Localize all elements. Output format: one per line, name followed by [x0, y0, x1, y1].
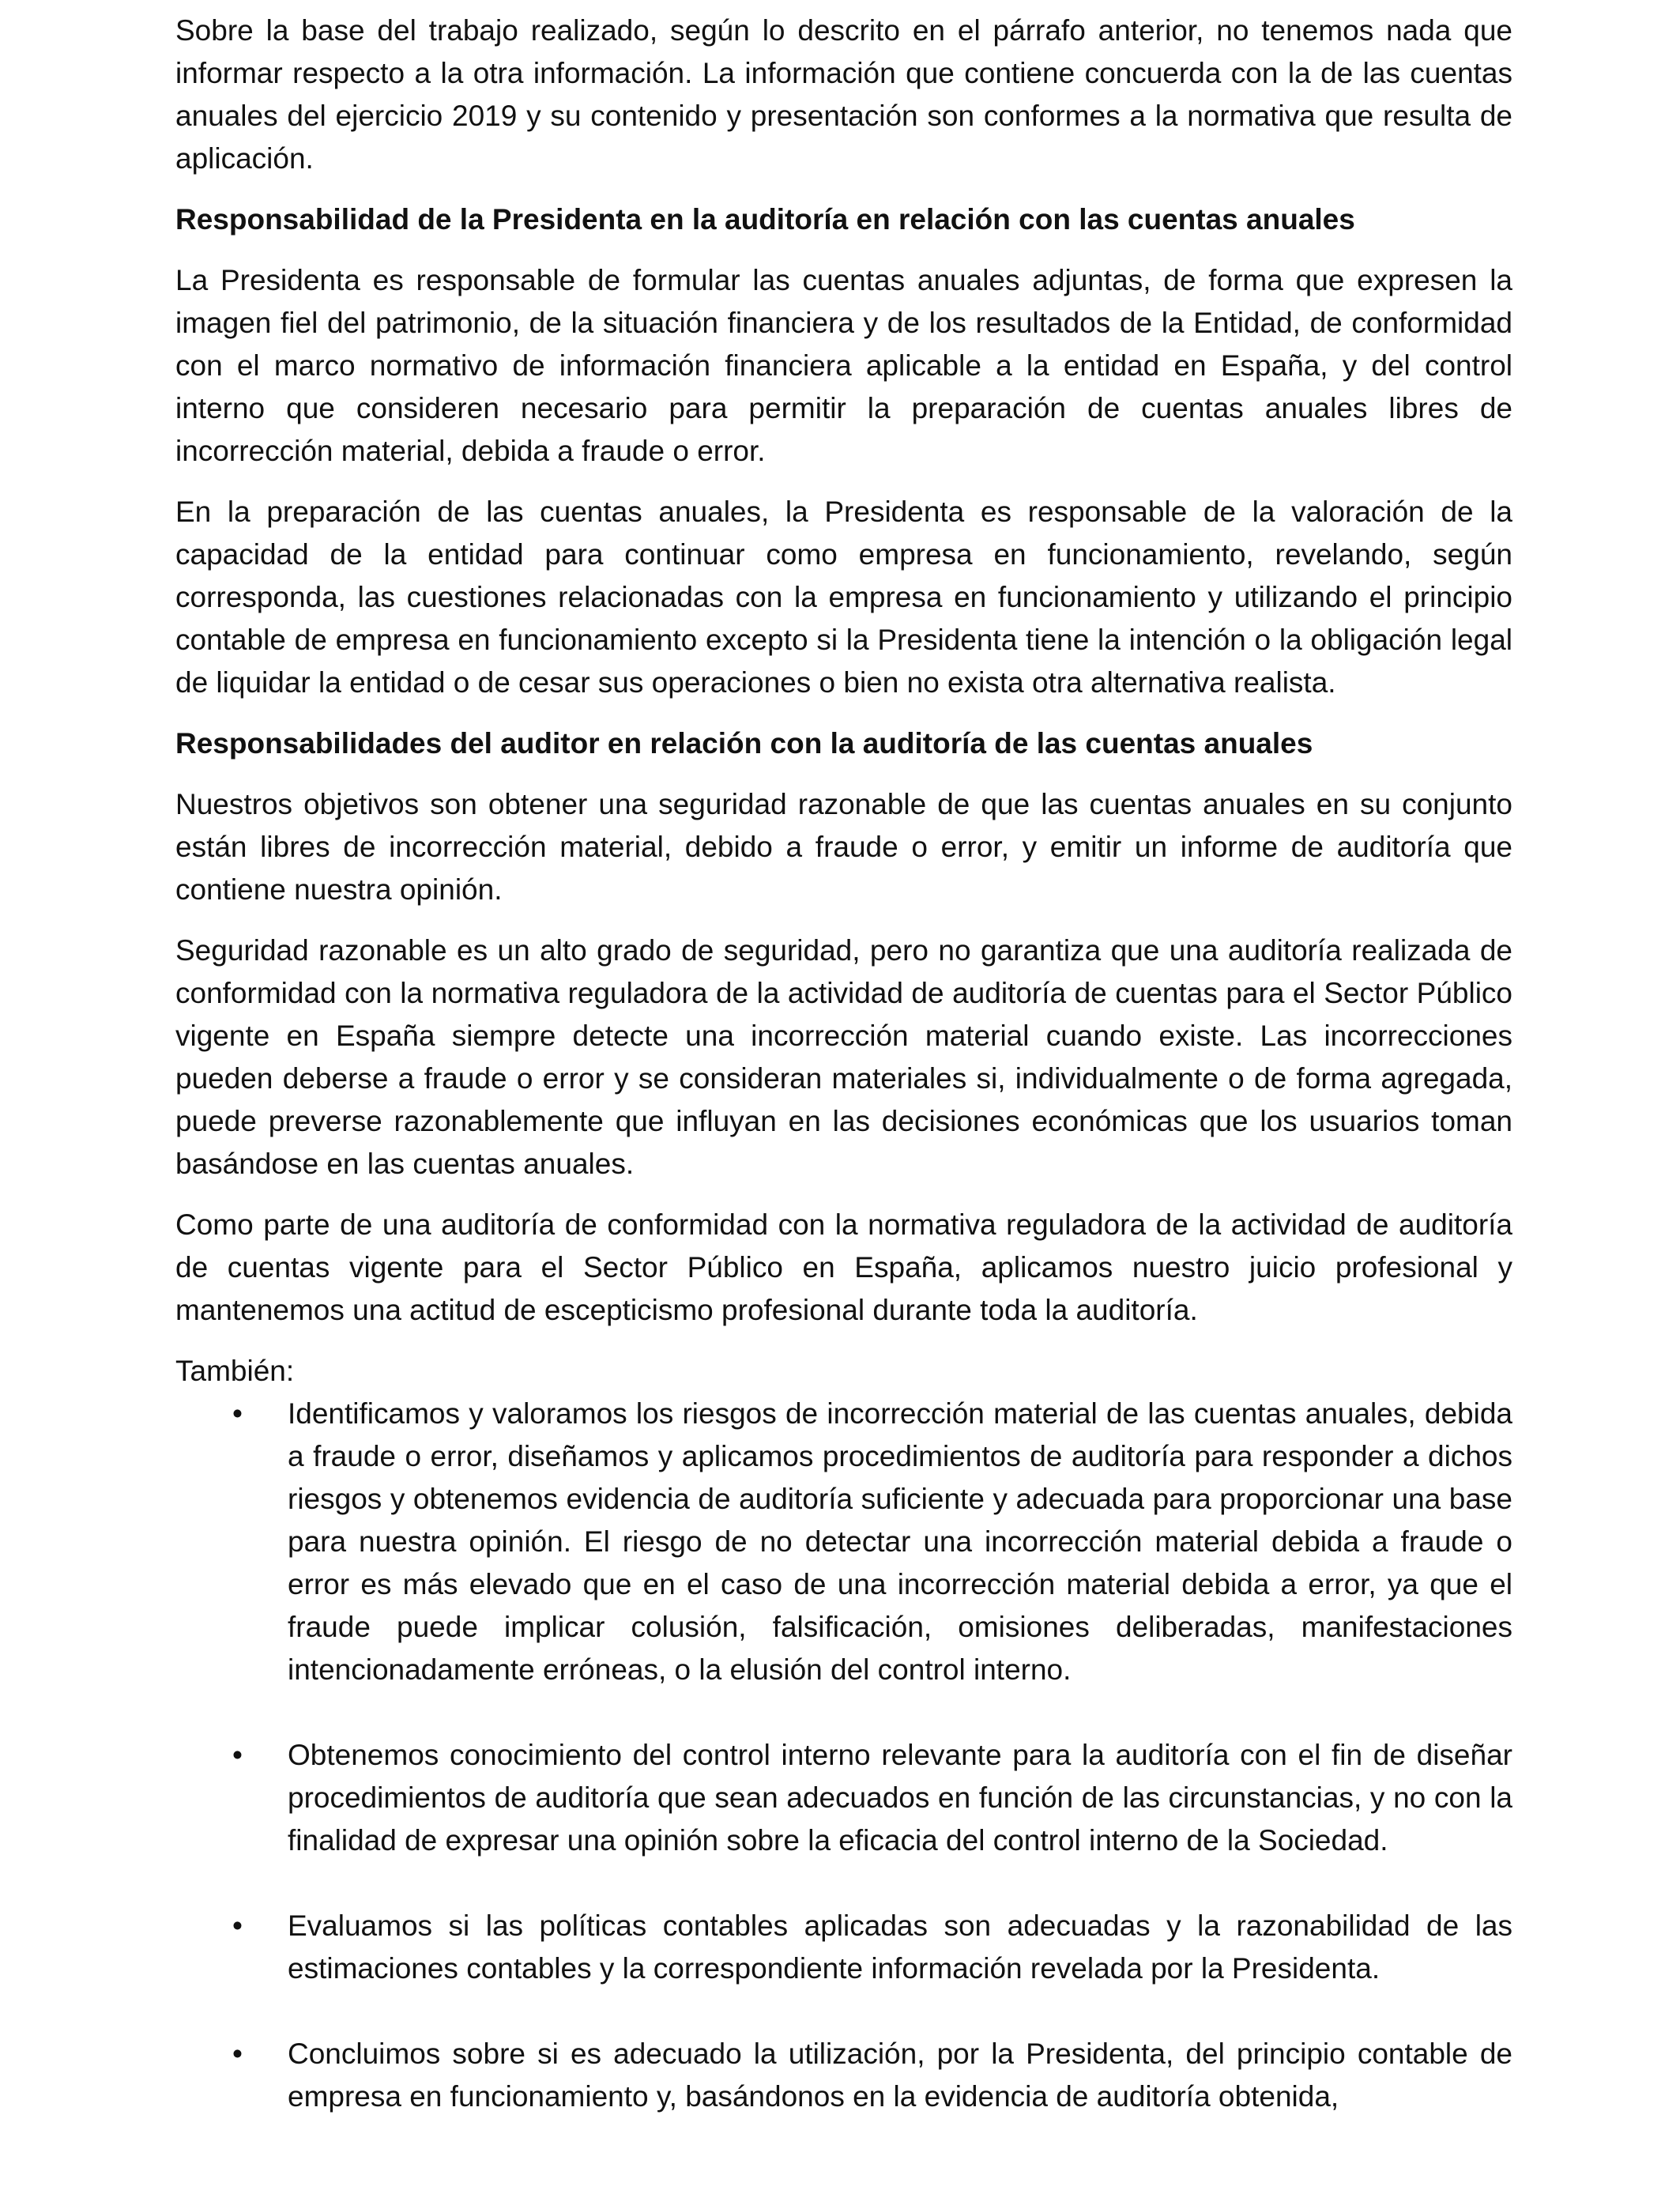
bullet-icon: •	[232, 1397, 243, 1430]
list-item	[232, 1905, 1512, 1990]
list-item-text: Concluimos sobre si es adecuado la utilización, por la Presidenta, del principio contable de empresa en funcionamiento y, basándonos en la evidencia de auditoría obtenida,	[288, 2038, 1512, 2113]
list-item-text: Identificamos y valoramos los riesgos de incorrección material de las cuentas anuales, debida a fraude o error, diseñamos y aplicamos procedimientos de auditoría para responder a dichos riesgos y obtenemos evidencia de auditoría suficiente y adecuada para proporcionar una base para nuestra opinión. El riesgo de no detectar una incorrección material debida a fraude o error es más elevado que en el caso de una incorrección material debida a error, ya que el fraude puede implicar colusión, falsificación, omisiones deliberadas, manifestaciones intencionadamente erróneas, o la elusión del control interno.	[288, 1397, 1512, 1686]
paragraph-going-concern: En la preparación de las cuentas anuales, la Presidenta es responsable de la valoración de la capacidad de la entidad para continuar como empresa en funcionamiento, revelando, según corresponda, las cuestiones relacionadas con la empresa en funcionamiento y utilizando el principio contable de empresa en funcionamiento excepto si la Presidenta tiene la intención o la obligación legal de liquidar la entidad o de cesar sus operaciones o bien no exista otra alternativa realista.	[175, 496, 1512, 699]
bullet-icon: •	[232, 2038, 243, 2070]
list-item	[232, 2033, 1512, 2118]
paragraph-audit-objectives: Nuestros objetivos son obtener una seguridad razonable de que las cuentas anuales en su conjunto están libres de incorrección material, debido a fraude o error, y emitir un informe de auditoría que contiene nuestra opinión.	[175, 788, 1512, 906]
list-item	[232, 1734, 1512, 1862]
document-page	[175, 9, 1512, 2136]
list-item	[232, 1393, 1512, 1691]
list-intro: También:	[175, 1355, 295, 1387]
list-item-text: Obtenemos conocimiento del control interno relevante para la auditoría con el fin de diseñar procedimientos de auditoría que sean adecuados en función de las circunstancias, y no con la finalidad de expresar una opinión sobre la eficacia del control interno de la Sociedad.	[288, 1739, 1512, 1857]
list-item-text: Evaluamos si las políticas contables aplicadas son adecuadas y la razonabilidad de las estimaciones contables y la correspondiente información revelada por la Presidenta.	[288, 1909, 1512, 1985]
paragraph-professional-judgement: Como parte de una auditoría de conformidad con la normativa reguladora de la actividad de auditoría de cuentas vigente para el Sector Público en España, aplicamos nuestro juicio profesional y mantenemos una actitud de escepticismo profesional durante toda la auditoría.	[175, 1208, 1512, 1326]
paragraph-reasonable-assurance: Seguridad razonable es un alto grado de seguridad, pero no garantiza que una auditoría realizada de conformidad con la normativa reguladora de la actividad de auditoría de cuentas para el Sector Público vigente en España siempre detecte una incorrección material cuando existe. Las incorrecciones pueden deberse a fraude o error y se consideran materiales si, individualmente o de forma agregada, puede preverse razonablemente que influyan en las decisiones económicas que los usuarios toman basándose en las cuentas anuales.	[175, 934, 1512, 1180]
paragraph-other-information: Sobre la base del trabajo realizado, según lo descrito en el párrafo anterior, no tenemos nada que informar respecto a la otra información. La información que contiene concuerda con la de las cuentas anuales del ejercicio 2019 y su contenido y presentación son conformes a la normativa que resulta de aplicación.	[175, 14, 1512, 175]
paragraph-presidenta-responsibility: La Presidenta es responsable de formular las cuentas anuales adjuntas, de forma que expresen la imagen fiel del patrimonio, de la situación financiera y de los resultados de la Entidad, de conformidad con el marco normativo de información financiera aplicable a la entidad en España, y del control interno que consideren necesario para permitir la preparación de cuentas anuales libres de incorrección material, debida a fraude o error.	[175, 264, 1512, 467]
section-heading-presidenta-responsibility: Responsabilidad de la Presidenta en la auditoría en relación con las cuentas anuales	[175, 203, 1355, 236]
bullet-icon: •	[232, 1739, 243, 1771]
section-heading-auditor-responsibility: Responsabilidades del auditor en relación con la auditoría de las cuentas anuales	[175, 727, 1313, 760]
bullet-icon: •	[232, 1909, 243, 1942]
audit-procedures-list	[175, 1393, 1512, 2118]
